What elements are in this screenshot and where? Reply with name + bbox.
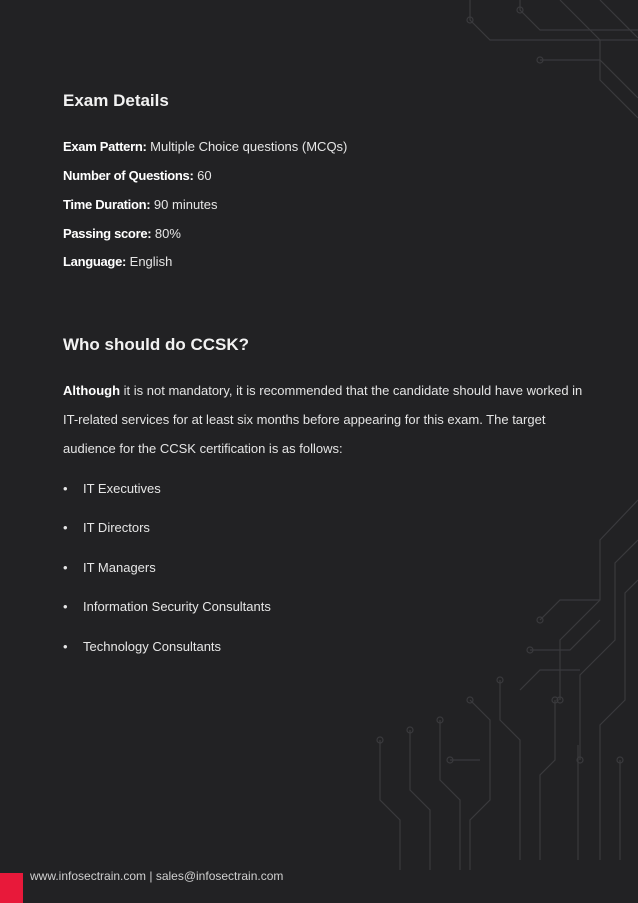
footer-contact: www.infosectrain.com | sales@infosectrain.com [30,869,284,883]
list-item-text: IT Directors [83,520,150,535]
bullet-icon: • [63,639,68,654]
number-of-questions-row [63,168,212,183]
detail-value: 90 minutes [153,197,218,212]
list-item [63,639,221,654]
language-row [63,254,172,269]
detail-label: Exam Pattern: [63,139,147,154]
detail-label: Time Duration: [63,197,151,212]
list-item-text: Technology Consultants [83,639,222,654]
detail-value: English [129,254,173,269]
detail-label: Number of Questions: [63,168,194,183]
who-should-heading: Who should do CCSK? [63,335,250,354]
bullet-icon: • [63,481,68,496]
intro-text: it is not mandatory, it is recommended that the candidate should have worked in IT-related services for at least six months before appearing for this exam. The target audience for the CCSK certification is as follows: [63,383,583,456]
list-item-text: IT Managers [83,560,156,575]
intro-bold-word: Although [63,383,121,398]
bullet-icon: • [63,520,68,535]
detail-label: Language: [63,254,127,269]
list-item-text: IT Executives [83,481,161,496]
exam-details-heading: Exam Details [63,91,169,110]
list-item [63,481,161,496]
list-item-text: Information Security Consultants [83,599,271,614]
time-duration-row [63,197,218,212]
list-item [63,560,156,575]
intro-paragraph [63,376,593,463]
exam-pattern-row [63,139,347,154]
footer-accent-bar [0,873,23,903]
list-item [63,520,150,535]
detail-label: Passing score: [63,226,152,241]
bullet-icon: • [63,560,68,575]
detail-value: 60 [197,168,212,183]
detail-value: 80% [154,226,181,241]
list-item [63,599,271,614]
passing-score-row [63,226,181,241]
detail-value: Multiple Choice questions (MCQs) [150,139,348,154]
bullet-icon: • [63,599,68,614]
